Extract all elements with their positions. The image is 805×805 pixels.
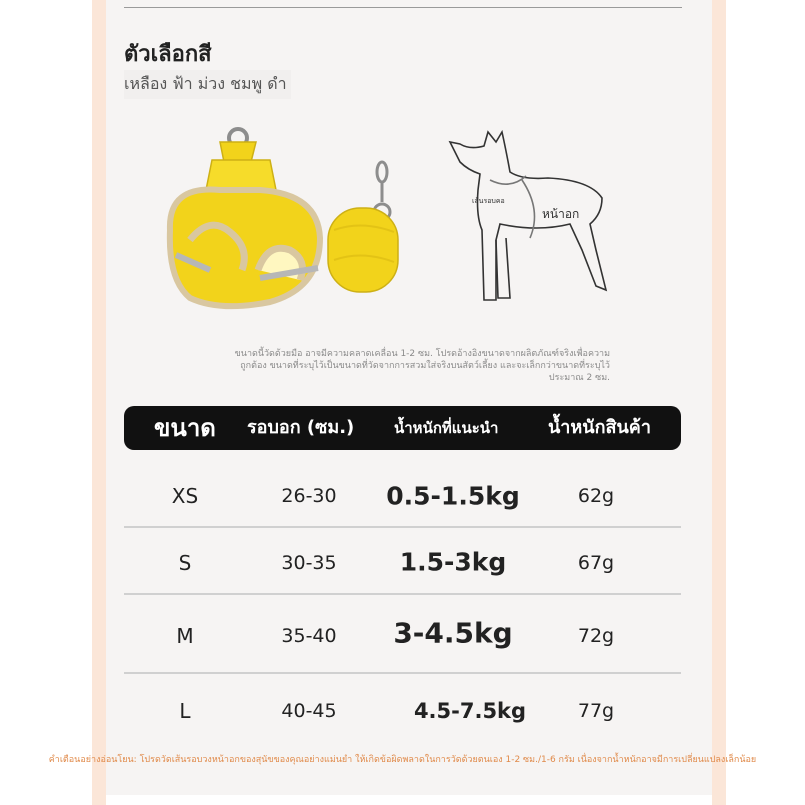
note-line: ถูกต้อง ขนาดที่ระบุไว้เป็นขนาดที่วัดจากการสวมใส่จริงบนสัตว์เลี้ยง และจะเล็กกว่าขนาดที่ระบุไว้: [240, 361, 610, 371]
note-line: ขนาดนี้วัดด้วยมือ อาจมีความคลาดเคลื่อน 1-2 ซม. โปรดอ้างอิงขนาดจากผลิตภัณฑ์จริงเพื่อความ: [234, 349, 610, 359]
table-cell-weight: 3-4.5kg: [393, 616, 513, 650]
sizing-warning: คำเตือนอย่างอ่อนโยน: โปรดวัดเส้นรอบวงหน้าอกของสุนัขของคุณอย่างแม่นยำ ให้เกิดข้อผิดพลาดในการวัดด้วยตนเอง 1-2 ซม./1-6 กรัม เนื่องจากน้ำหนักอาจมีการเปลี่ยนแปลงเล็กน้อย: [48, 755, 757, 765]
table-cell-weight: 1.5-3kg: [399, 547, 507, 577]
table-cell-chest: 30-35: [281, 552, 337, 574]
table-cell-product-weight: 67g: [577, 552, 615, 574]
table-cell-size: M: [176, 624, 194, 648]
left-side-strip: [92, 0, 106, 805]
header-recommended-weight: น้ำหนักที่แนะนำ: [394, 419, 499, 437]
table-cell-size: S: [178, 551, 192, 575]
row-divider: [124, 672, 681, 674]
table-cell-chest: 35-40: [281, 625, 337, 647]
harness-image: [170, 129, 320, 306]
table-cell-product-weight: 62g: [577, 485, 615, 507]
table-cell-product-weight: 72g: [577, 625, 615, 647]
measurement-note: [190, 348, 610, 384]
product-illustration: [150, 120, 630, 320]
table-cell-chest: 40-45: [281, 700, 337, 722]
right-side-strip: [712, 0, 726, 805]
color-options-title: ตัวเลือกสี: [124, 42, 212, 67]
row-divider: [124, 526, 681, 528]
row-divider: [124, 593, 681, 595]
color-options-list: เหลือง ฟ้า ม่วง ชมพู ดำ: [124, 70, 291, 99]
note-line: ประมาณ 2 ซม.: [548, 373, 610, 383]
neck-measure-label: เส้นรอบคอ: [472, 197, 505, 205]
table-cell-chest: 26-30: [281, 485, 337, 507]
header-product-weight: น้ำหนักสินค้า: [548, 417, 651, 438]
table-cell-size: L: [179, 699, 191, 723]
header-chest: รอบอก (ซม.): [247, 417, 355, 438]
leash-image: [328, 162, 398, 292]
dog-measurement-diagram: [450, 132, 606, 300]
table-cell-size: XS: [171, 484, 199, 508]
table-cell-weight: 4.5-7.5kg: [413, 699, 527, 723]
table-cell-weight: 0.5-1.5kg: [386, 481, 520, 511]
top-divider: [124, 7, 682, 8]
header-size: ขนาด: [154, 414, 216, 442]
table-cell-product-weight: 77g: [577, 700, 615, 722]
chest-measure-label: หน้าอก: [542, 207, 580, 221]
